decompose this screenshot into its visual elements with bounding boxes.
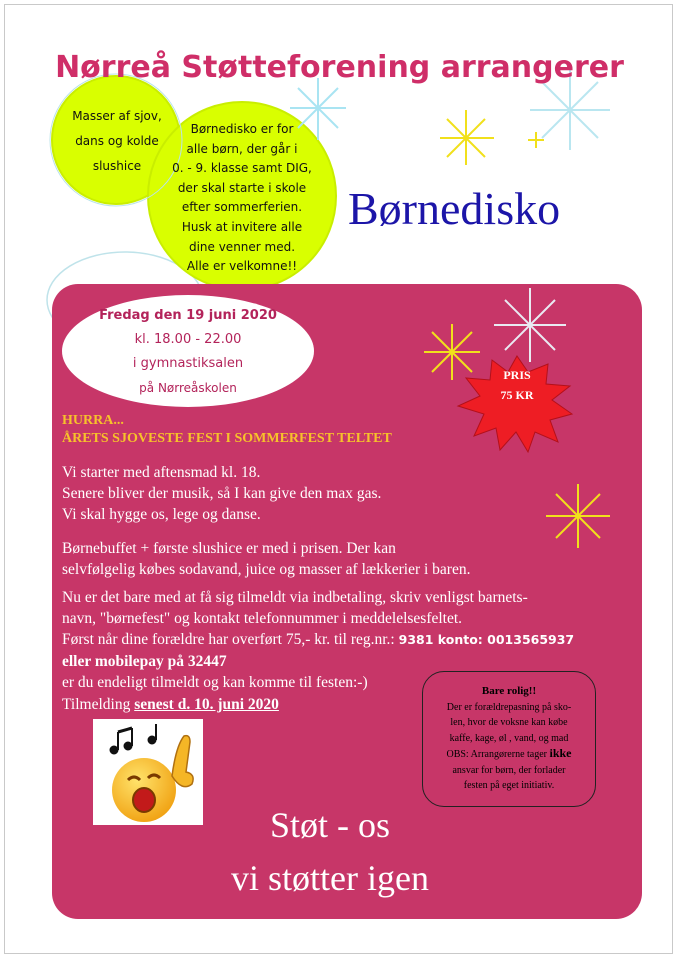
confirm-line: er du endeligt tilmeldt og kan komme til festen:-) (62, 674, 368, 691)
hurra-heading (62, 412, 392, 448)
text-line: Alle er velkomne!! (186, 259, 298, 274)
konto-number: 0013565937 (487, 632, 575, 647)
price-badge (458, 365, 576, 405)
text-line: selvfølgelig købes sodavand, juice og masser af lækkerier i baren. (62, 561, 471, 578)
text-line: len, hvor de voksne kan købe (450, 717, 568, 728)
paragraph-buffet (62, 538, 470, 580)
price-amount: 75 KR (500, 388, 534, 402)
text-line: efter sommerferien. (181, 200, 303, 215)
deadline-line (62, 694, 279, 715)
konto-label: konto: (433, 632, 488, 647)
header-title: Nørreå Støtteforening arrangerer (55, 50, 624, 85)
text-line: der skal starte i skole (177, 180, 307, 195)
obs-prefix: OBS: Arrangørerne tager (446, 749, 550, 760)
event-title: Børnedisko (348, 183, 561, 234)
text-line: Nu er det bare med at få sig tilmeldt via indbetaling, skriv venligst barnets- (62, 589, 528, 606)
paragraph-program (62, 462, 381, 525)
event-date: Fredag den 19 juni 2020 (99, 308, 277, 323)
slogan-line-1: Støt - os (269, 805, 391, 845)
text-line: Børnedisko er for (190, 122, 294, 136)
note-title: Bare rolig!! (481, 685, 537, 697)
text-line: ansvar for børn, der forlader (452, 764, 566, 776)
hurra-line: ÅRETS SJOVESTE FEST I SOMMERFEST TELTET (62, 431, 392, 446)
sparkle-icon (546, 484, 610, 548)
note-obs (424, 746, 594, 763)
payment-text: Først når dine forældre har overført 75,- kr. til reg.nr.: (62, 631, 399, 648)
sparkle-icon (494, 288, 566, 362)
text-line: navn, "børnefest" og kontakt telefonnummer i meddelelsesfeltet. (62, 610, 463, 627)
text-line: Børnebuffet + første slushice er med i prisen. Der kan (62, 540, 396, 557)
payment-line (62, 629, 574, 650)
text-line: alle børn, der går i (186, 141, 298, 156)
event-place: på Nørreåskolen (139, 381, 237, 395)
text-line: Masser af sjov, (72, 109, 162, 123)
text-line: Der er forældrepasning på sko- (446, 701, 572, 713)
text-line: Husk at invitere alle (181, 219, 303, 234)
price-label: PRIS (503, 368, 531, 382)
text-line: dine venner med. (188, 239, 296, 254)
text-line: Senere bliver der musik, så I kan give den max gas. (62, 485, 382, 502)
event-time: kl. 18.00 - 22.00 (134, 332, 242, 347)
deadline-label: Tilmelding (62, 696, 135, 713)
note-text (424, 684, 594, 794)
event-venue: i gymnastiksalen (132, 356, 244, 371)
deadline-date: senest d. 10. juni 2020 (134, 696, 279, 713)
slogan-line-2: vi støtter igen (231, 858, 429, 898)
hurra-line: HURRA... (62, 413, 124, 428)
text-line: Vi skal hygge os, lege og danse. (62, 506, 261, 523)
text-line: 0. - 9. klasse samt DIG, (172, 161, 312, 176)
obs-strong: ikke (549, 746, 572, 760)
text-line: Vi starter med aftensmad kl. 18. (62, 464, 261, 481)
mobilepay-line: eller mobilepay på 32447 (62, 653, 227, 670)
reg-number: 9381 (398, 632, 434, 647)
event-info (62, 304, 314, 400)
text-line: dans og kolde (75, 134, 159, 148)
text-line: kaffe, kage, øl , vand, og mad (449, 732, 569, 744)
text-line: slushice (92, 159, 142, 173)
paragraph-signup (62, 587, 528, 629)
text-line: festen på eget initiativ. (463, 780, 555, 791)
